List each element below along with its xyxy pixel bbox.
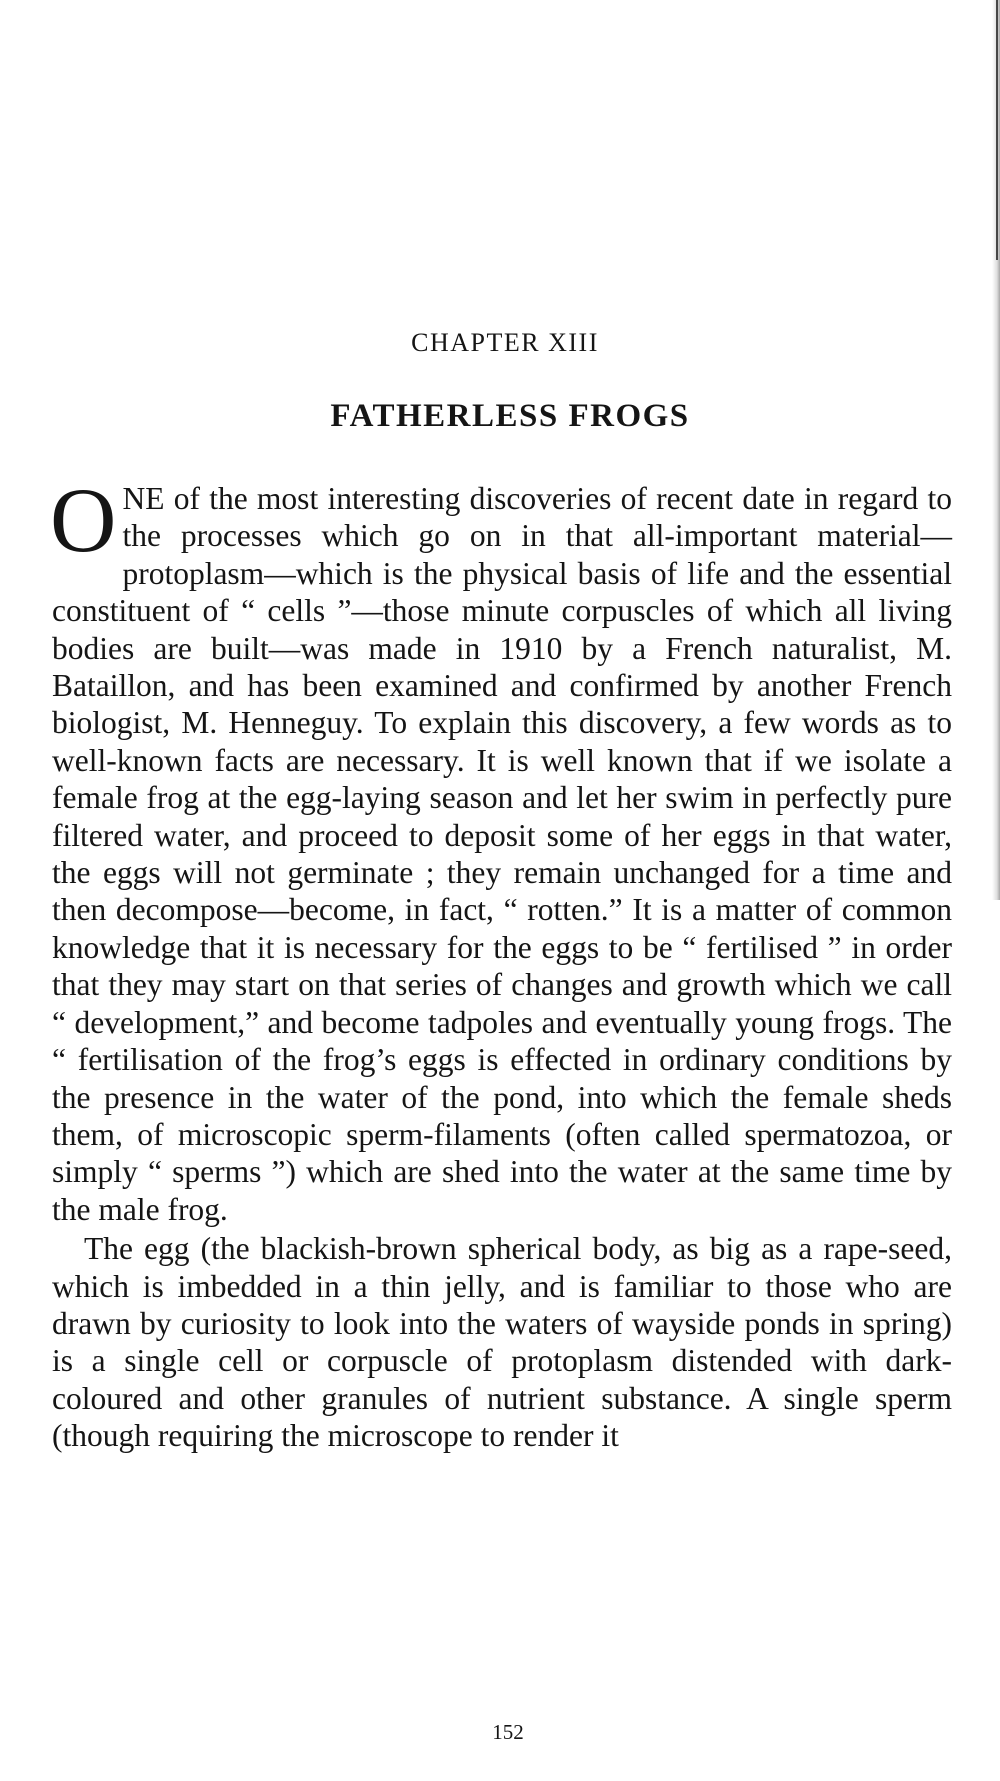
page-edge-line bbox=[996, 0, 998, 260]
page-number: 152 bbox=[492, 1720, 524, 1744]
chapter-body bbox=[50, 469, 952, 1455]
paragraph-2: The egg (the blackish-brown spherical body, as big as a rape-seed, which is imbedded in a thin jelly, and is familiar to those who are drawn by curiosity to look into the waters of wayside ponds in spring) is a single cell or corpuscle of protoplasm distended with dark-coloured and other granules of nutrient substance. A single sperm (though requiring the microscope to render it bbox=[52, 1231, 952, 1454]
paragraph-1: ONE of the most interesting discoveries of recent date in regard to the processes which go on in that all-important material—protoplasm—which is the physical basis of life and the essential constituent of “ cells ”—those minute corpuscles of which all living bodies are built—was made in 1910 by a French naturalist, M. Bataillon, and has been examined and confirmed by another French biologist, M. Henneguy. To explain this discovery, a few words as to well-known facts are necessary. It is well known that if we isolate a female frog at the egg-laying season and let her swim in perfectly pure filtered water, and proceed to deposit some of her eggs in that water, the eggs will not germinate ; they remain unchanged for a time and then decompose—become, in fact, “ rotten.” It is a matter of common knowledge that it is necessary for the eggs to be “ fertilised ” in order that they may start on that series of changes and growth which we call “ development,” and become tadpoles and eventually young frogs. The “ fertilisation of the frog’s eggs is effected in ordinary conditions by the presence in the water of the pond, into which the female sheds them, of microscopic sperm-filaments (often called spermatozoa, or simply “ sperms ”) which are shed into the water at the same time by the male frog. bbox=[50, 469, 952, 1227]
chapter-title: FATHERLESS FROGS bbox=[330, 398, 690, 434]
chapter-label: CHAPTER XIII bbox=[411, 328, 599, 357]
